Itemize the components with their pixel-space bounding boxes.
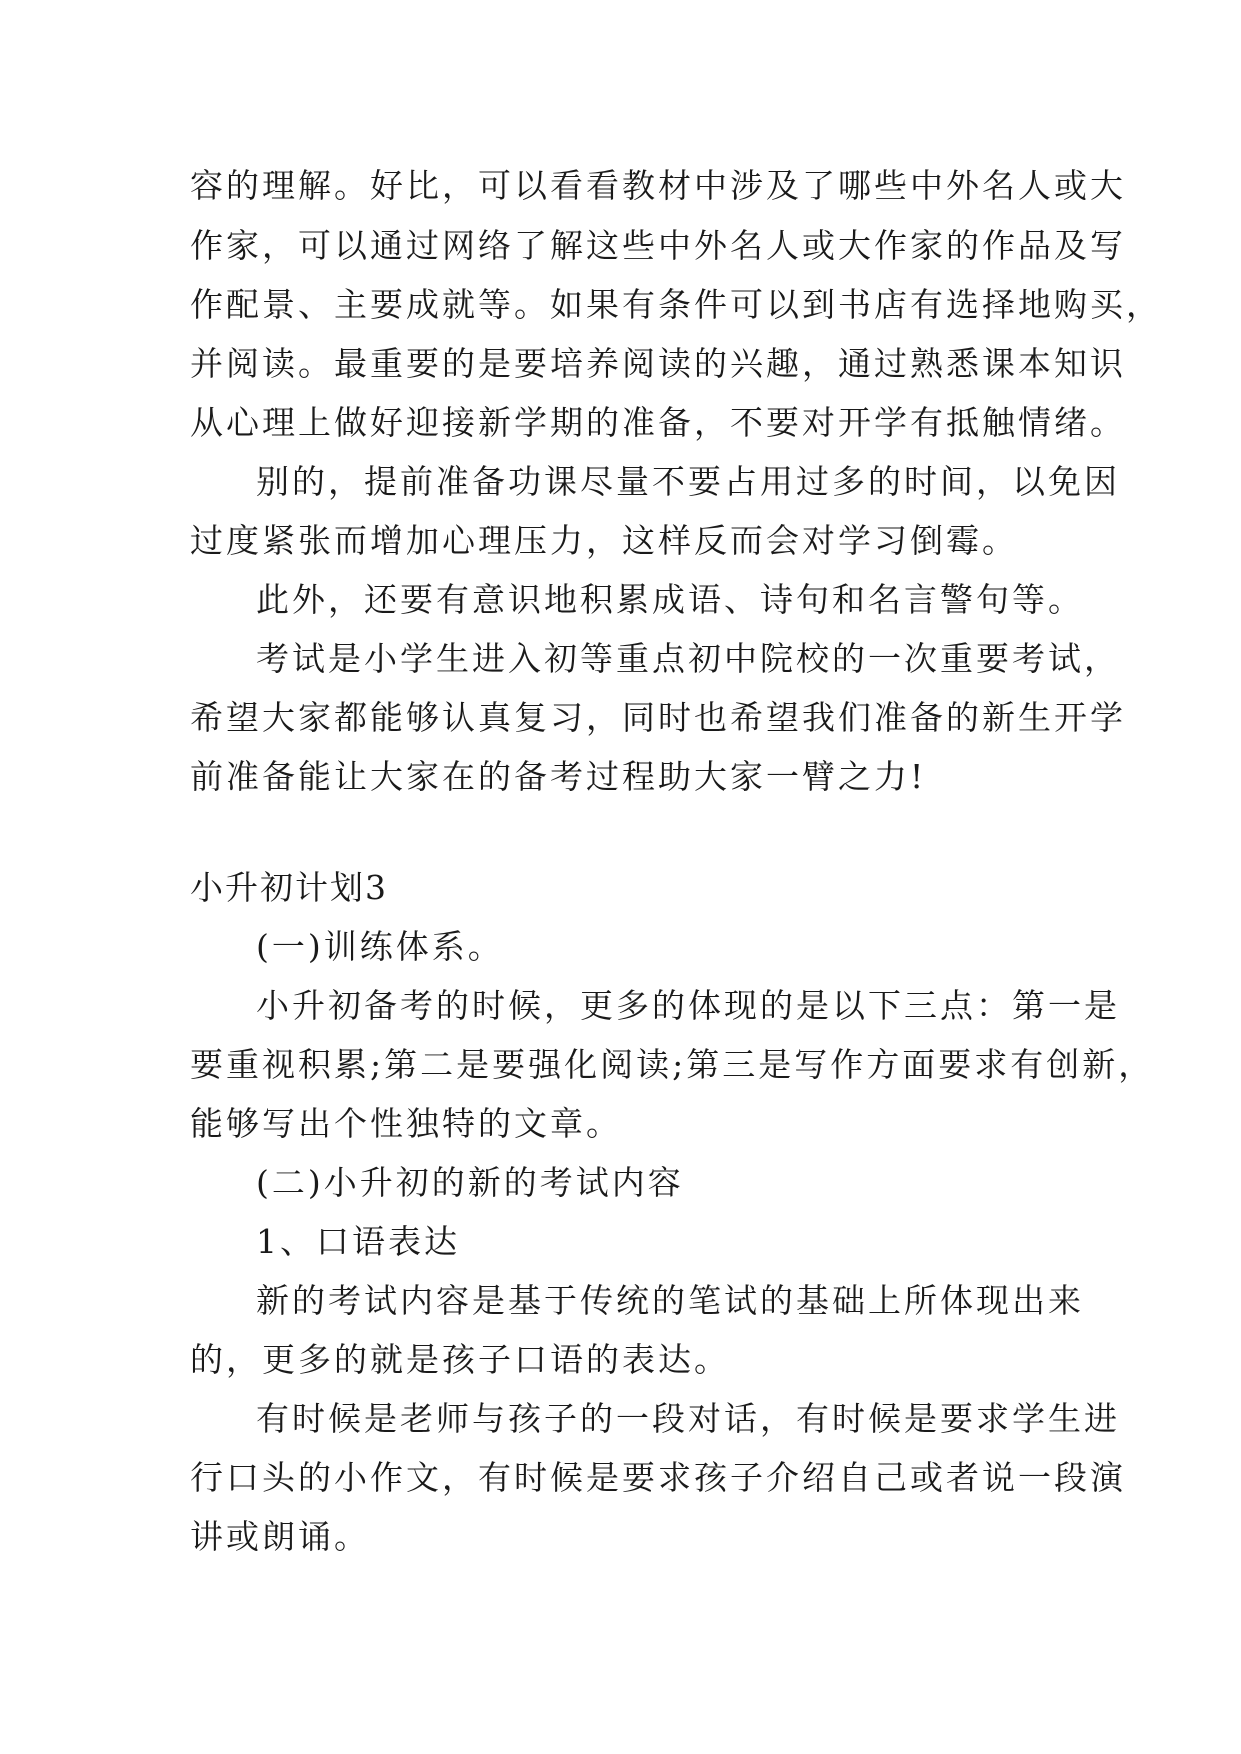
text-line: 此外，还要有意识地积累成语、诗句和名言警句等。: [256, 580, 1084, 619]
text-line: 希望大家都能够认真复习，同时也希望我们准备的新生开学: [190, 698, 1126, 737]
text-line: 并阅读。最重要的是要培养阅读的兴趣，通过熟悉课本知识: [190, 344, 1126, 383]
text-line: 考试是小学生进入初等重点初中院校的一次重要考试，: [256, 639, 1120, 678]
text-line: 新的考试内容是基于传统的笔试的基础上所体现出来: [256, 1281, 1084, 1320]
text-line: (二)小升初的新的考试内容: [256, 1163, 684, 1202]
text-line: 作配景、主要成就等。如果有条件可以到书店有选择地购买，: [190, 285, 1162, 324]
text-line: 别的，提前准备功课尽量不要占用过多的时间，以免因: [256, 462, 1120, 501]
section-heading: 小升初计划3: [190, 868, 388, 907]
text-line: 要重视积累;第二是要强化阅读;第三是写作方面要求有创新，: [190, 1045, 1155, 1084]
text-line: 1、口语表达: [256, 1222, 460, 1261]
text-line: 容的理解。好比，可以看看教材中涉及了哪些中外名人或大: [190, 166, 1126, 205]
text-line: 小升初备考的时候，更多的体现的是以下三点：第一是: [256, 986, 1120, 1025]
text-line: 行口头的小作文，有时候是要求孩子介绍自己或者说一段演: [190, 1458, 1126, 1497]
text-line: 前准备能让大家在的备考过程助大家一臂之力!: [190, 757, 927, 796]
text-line: (一)训练体系。: [256, 927, 504, 966]
text-line: 能够写出个性独特的文章。: [190, 1104, 622, 1143]
text-line: 讲或朗诵。: [190, 1517, 370, 1556]
text-line: 从心理上做好迎接新学期的准备，不要对开学有抵触情绪。: [190, 403, 1126, 442]
text-line: 作家，可以通过网络了解这些中外名人或大作家的作品及写: [190, 226, 1126, 265]
text-line: 有时候是老师与孩子的一段对话，有时候是要求学生进: [256, 1399, 1120, 1438]
text-line: 过度紧张而增加心理压力，这样反而会对学习倒霉。: [190, 521, 1018, 560]
text-line: 的，更多的就是孩子口语的表达。: [190, 1340, 730, 1379]
